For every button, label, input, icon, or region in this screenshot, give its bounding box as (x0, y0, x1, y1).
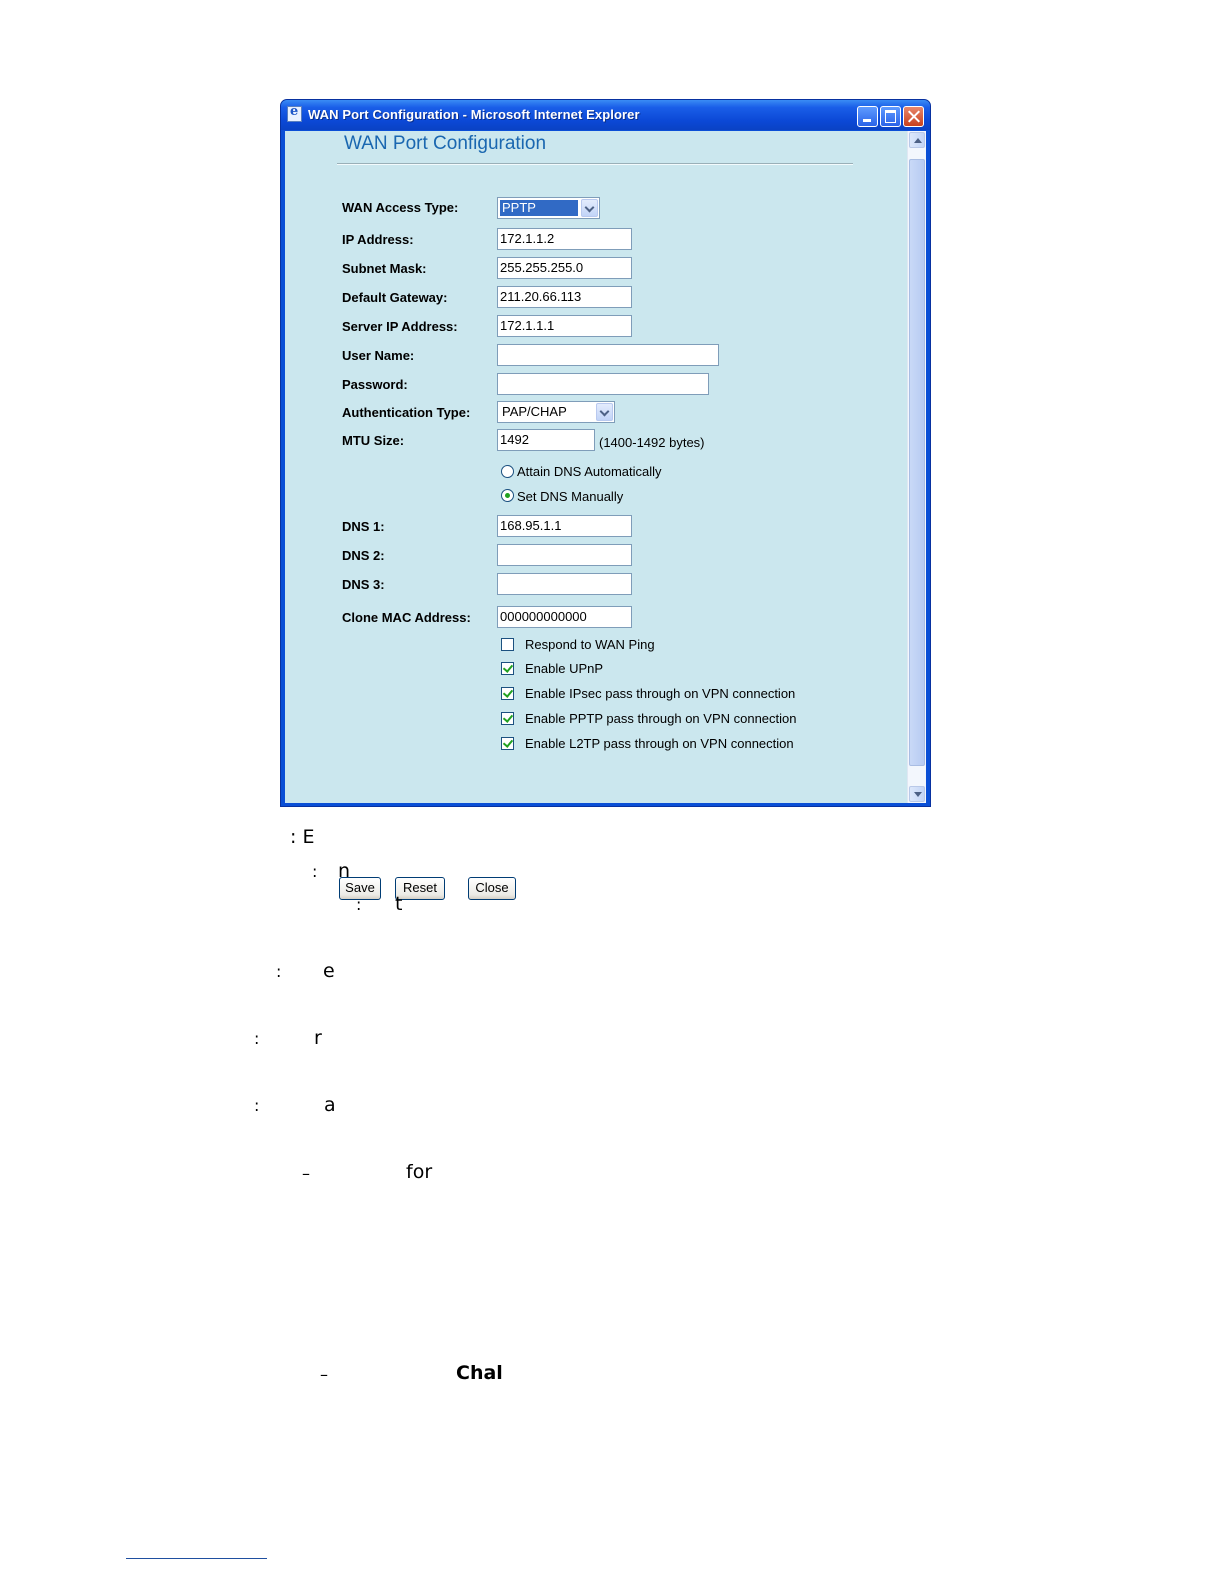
scroll-up-arrow-icon[interactable] (909, 132, 925, 148)
text-fragment: : E (290, 826, 315, 848)
scrollbar-thumb[interactable] (909, 159, 925, 766)
user-name-input[interactable] (497, 344, 719, 366)
page-content (285, 131, 926, 895)
user-name-label: User Name: (342, 348, 415, 363)
respond-wan-ping-label[interactable]: Respond to WAN Ping (525, 637, 655, 652)
footnote-divider (126, 1558, 267, 1559)
text-fragment: – (302, 1164, 310, 1183)
save-button[interactable]: Save (339, 877, 381, 900)
internet-explorer-icon (287, 106, 302, 122)
dns1-input[interactable]: 168.95.1.1 (497, 515, 632, 537)
page-title: WAN Port Configuration (344, 133, 547, 154)
mtu-size-input[interactable]: 1492 (497, 429, 595, 451)
text-fragment: e (323, 960, 335, 982)
set-dns-manual-radio[interactable] (501, 489, 514, 502)
text-fragment: r (314, 1027, 322, 1049)
wan-access-type-select[interactable] (497, 197, 600, 219)
dns3-input[interactable] (497, 573, 632, 595)
password-input[interactable] (497, 373, 709, 395)
text-fragment: : (254, 1096, 260, 1115)
title-divider (337, 163, 853, 165)
title-bar[interactable] (281, 100, 930, 130)
authentication-type-select[interactable] (497, 401, 615, 423)
enable-ipsec-label[interactable]: Enable IPsec pass through on VPN connection (525, 686, 796, 701)
close-window-button[interactable] (903, 106, 924, 127)
wan-access-type-label: WAN Access Type: (342, 200, 459, 215)
maximize-button[interactable] (880, 106, 901, 127)
set-dns-manual-label[interactable]: Set DNS Manually (517, 489, 624, 504)
mtu-size-label: MTU Size: (342, 433, 405, 448)
ip-address-label: IP Address: (342, 232, 414, 247)
ip-address-input[interactable]: 172.1.1.2 (497, 228, 632, 250)
ie-window (280, 99, 931, 895)
text-fragment: Chal (456, 1362, 503, 1384)
text-fragment: : (276, 962, 282, 981)
close-button[interactable]: Close (468, 877, 516, 900)
wan-access-type-value: PPTP (500, 200, 578, 216)
reset-button[interactable]: Reset (395, 877, 445, 900)
server-ip-input[interactable]: 172.1.1.1 (497, 315, 632, 337)
respond-wan-ping-checkbox[interactable] (501, 638, 514, 651)
text-fragment: a (324, 1094, 336, 1116)
clone-mac-input[interactable]: 000000000000 (497, 606, 632, 628)
clone-mac-label: Clone MAC Address: (342, 610, 471, 625)
enable-ipsec-checkbox[interactable] (501, 687, 514, 700)
chevron-down-icon[interactable] (581, 199, 598, 217)
text-fragment: for (406, 1161, 433, 1183)
subnet-mask-input[interactable]: 255.255.255.0 (497, 257, 632, 279)
dns2-input[interactable] (497, 544, 632, 566)
mtu-size-hint: (1400-1492 bytes) (599, 435, 705, 450)
window-title: WAN Port Configuration - Microsoft Internet Explorer (308, 107, 640, 122)
enable-upnp-checkbox[interactable] (501, 662, 514, 675)
default-gateway-input[interactable]: 211.20.66.113 (497, 286, 632, 308)
enable-upnp-label[interactable]: Enable UPnP (525, 661, 604, 676)
text-fragment: : (254, 1029, 260, 1048)
minimize-button[interactable] (857, 106, 878, 127)
dns2-label: DNS 2: (342, 548, 385, 563)
enable-l2tp-checkbox[interactable] (501, 737, 514, 750)
scroll-down-arrow-icon[interactable] (909, 786, 925, 802)
server-ip-label: Server IP Address: (342, 319, 458, 334)
enable-pptp-checkbox[interactable] (501, 712, 514, 725)
text-fragment: : (312, 862, 318, 881)
default-gateway-label: Default Gateway: (342, 290, 448, 305)
vertical-scrollbar[interactable] (907, 131, 926, 803)
authentication-type-value: PAP/CHAP (502, 404, 567, 419)
dns1-label: DNS 1: (342, 519, 385, 534)
text-fragment: n (338, 860, 351, 882)
text-fragment: : (356, 895, 362, 914)
enable-pptp-label[interactable]: Enable PPTP pass through on VPN connection (525, 711, 797, 726)
attain-dns-auto-label[interactable]: Attain DNS Automatically (517, 464, 662, 479)
password-label: Password: (342, 377, 408, 392)
chevron-down-icon[interactable] (596, 403, 613, 421)
subnet-mask-label: Subnet Mask: (342, 261, 427, 276)
enable-l2tp-label[interactable]: Enable L2TP pass through on VPN connection (525, 736, 794, 751)
dns3-label: DNS 3: (342, 577, 385, 592)
authentication-type-label: Authentication Type: (342, 405, 471, 420)
text-fragment: – (320, 1365, 328, 1384)
text-fragment: t (395, 893, 403, 915)
attain-dns-auto-radio[interactable] (501, 465, 514, 478)
